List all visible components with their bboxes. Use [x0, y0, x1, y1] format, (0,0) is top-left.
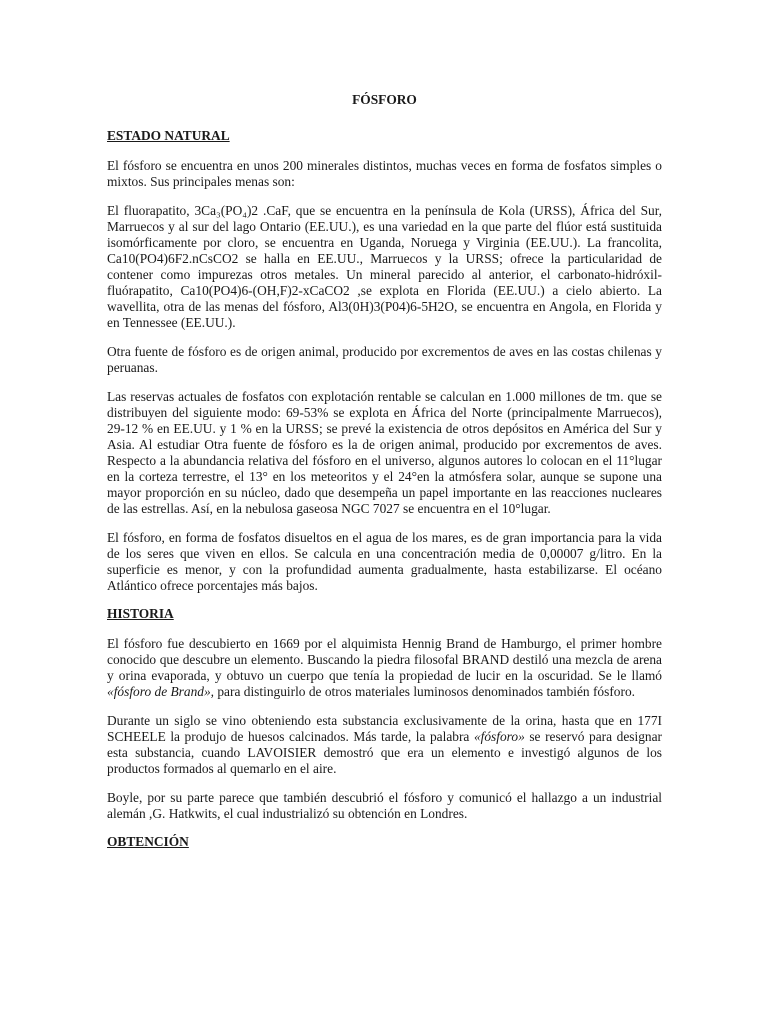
paragraph: Boyle, por su parte parece que también descubrió el fósforo y comunicó el hallazgo a un industrial alemán ,G. Hatkwits, el cual industrializó su obtención en Londres.: [107, 790, 662, 821]
section-heading-estado-natural: ESTADO NATURAL: [107, 128, 230, 143]
paragraph: [107, 636, 662, 700]
paragraph: El fluorapatito, 3Ca₃(PO₄)2 .CaF, que se encuentra en la península de Kola (URSS), África del Sur, Marruecos y al sur del lago Ontario (EE.UU.), es una variedad en la que parte del flúor está sustituida isomórficamente por cloro, se encuentra en Uganda, Noruega y Virginia (EE.UU.). La francolita, Ca10(PO4)6F2.nCsCO2 se halla en EE.UU., Marruecos y la URSS; ofrece la particularidad de contener como impurezas otros metales. Un mineral parecido al anterior, el carbonato-hidróxil-fluórapatito, Ca10(PO4)6-(OH,F)2-xCaCO2 ,se explota en Florida (EE.UU.) a cielo abierto. La wavellita, otra de las menas del fósforo, Al3(0H)3(P04)6-5H2O, se encuentra en Angola, en Florida y en Tennessee (EE.UU.).: [107, 203, 662, 330]
paragraph-text: para distinguirlo de otros materiales luminosos denominados también fósforo.: [214, 684, 635, 699]
paragraph: Otra fuente de fósforo es de origen animal, producido por excrementos de aves en las costas chilenas y peruanas.: [107, 344, 662, 375]
section-heading-obtencion: OBTENCIÓN: [107, 834, 189, 849]
section-heading-historia: HISTORIA: [107, 606, 174, 621]
paragraph: El fósforo, en forma de fosfatos disueltos en el agua de los mares, es de gran importancia para la vida de los seres que viven en ellos. Se calcula en una concentración media de 0,00007 g/litro. En la superficie es menor, y con la profundidad aumenta gradualmente, hasta estabilizarse. El océano Atlántico ofrece porcentajes más bajos.: [107, 530, 662, 593]
document-content: [107, 92, 662, 864]
paragraph-text: se reservó para designar esta substancia, cuando LAVOISIER demostró que era un elemento e investigó algunos de los productos formados al quemarlo en el aire.: [107, 729, 663, 776]
paragraph: [107, 713, 662, 777]
emphasis-text: «fósforo de Brand»,: [107, 684, 215, 699]
paragraph-text: Durante un siglo se vino obteniendo esta substancia exclusivamente de la orina, hasta que en 177I SCHEELE la produjo de huesos calcinados. Más tarde, la palabra: [107, 713, 662, 744]
document-title: FÓSFORO: [352, 92, 417, 107]
emphasis-text: «fósforo»: [473, 729, 525, 744]
paragraph: Las reservas actuales de fosfatos con explotación rentable se calculan en 1.000 millones de tm. que se distribuyen del siguiente modo: 69-53% se explota en África del Norte (principalmente Marruecos), 29-12 % en EE.UU. y 1 % en la URSS; se prevé la existencia de otros depósitos en América del Sur y Asia. Al estudiar Otra fuente de fósforo es la de origen animal, producido por excrementos de aves. Respecto a la abundancia relativa del fósforo en el universo, algunos autores lo colocan en el 11°lugar en la corteza terrestre, el 13° en los meteoritos y el 24°en la atmósfera solar, aunque se supone una mayor proporción en su núcleo, dado que desempeña un papel importante en las reacciones nucleares de las estrellas. Así, en la nebulosa gaseosa NGC 7027 se encuentra en el 10°lugar.: [107, 389, 662, 516]
paragraph: El fósforo se encuentra en unos 200 minerales distintos, muchas veces en forma de fosfatos simples o mixtos. Sus principales menas son:: [107, 158, 662, 189]
paragraph-text: El fósforo fue descubierto en 1669 por el alquimista Hennig Brand de Hamburgo, el primer hombre conocido que descubre un elemento. Buscando la piedra filosofal BRAND destiló una mezcla de arena y orina evaporada, y obtuvo un cuerpo que tenía la propiedad de lucir en la oscuridad. Se le llamó: [107, 636, 662, 683]
